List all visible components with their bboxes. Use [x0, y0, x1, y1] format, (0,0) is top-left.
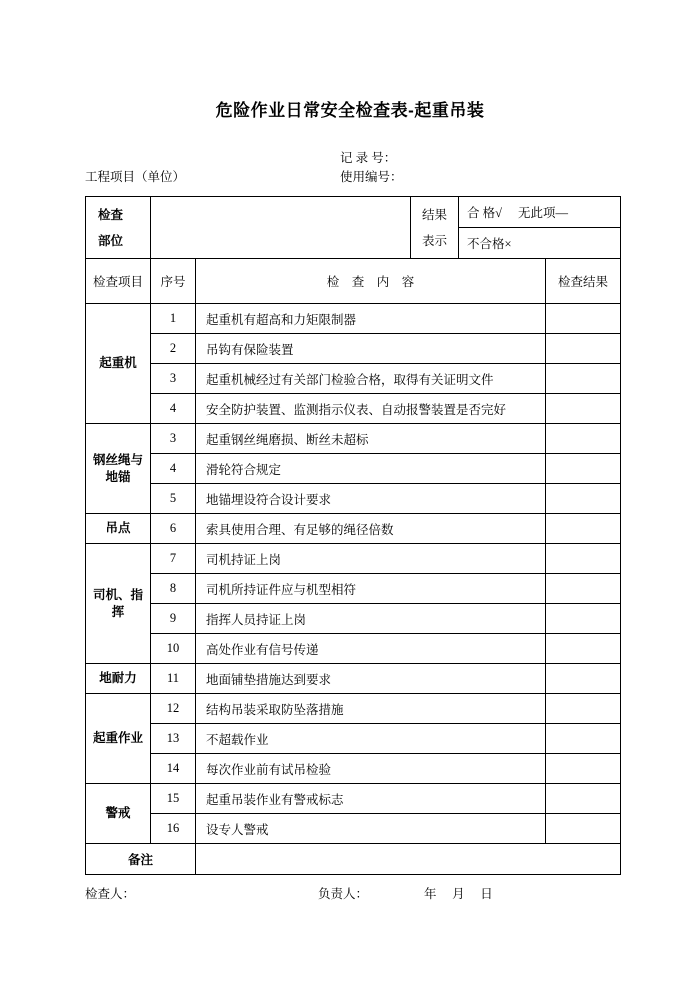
result-line2: 表示: [421, 233, 447, 248]
seq-cell: 3: [151, 424, 196, 454]
inspection-table: [85, 258, 621, 875]
manager-label: 负责人：: [318, 887, 369, 901]
seq-cell: 2: [151, 334, 196, 364]
group-label-crane: 起重机: [86, 304, 151, 424]
group-label-lifting-operation: 起重作业: [86, 694, 151, 784]
content-cell: 滑轮符合规定: [196, 454, 546, 484]
result-cell: [546, 724, 621, 754]
result-cell: [546, 694, 621, 724]
seq-cell: 5: [151, 484, 196, 514]
remarks-label: 备注: [86, 844, 196, 875]
content-cell: 设专人警戒: [196, 814, 546, 844]
content-cell: 高处作业有信号传递: [196, 634, 546, 664]
content-cell: 起重机有超高和力矩限制器: [196, 304, 546, 334]
group-label-ground-bearing: 地耐力: [86, 664, 151, 694]
result-cell: [546, 394, 621, 424]
table-row: [86, 544, 621, 574]
seq-cell: 13: [151, 724, 196, 754]
seq-cell: 3: [151, 364, 196, 394]
content-cell: 指挥人员持证上岗: [196, 604, 546, 634]
check-part-line1: 检查: [98, 207, 124, 222]
page-title: 危险作业日常安全检查表-起重吊装: [215, 101, 485, 120]
content-cell: 起重机械经过有关部门检验合格，取得有关证明文件: [196, 364, 546, 394]
date-label: 年 月 日: [424, 887, 493, 901]
table-row: [86, 694, 621, 724]
group-label-driver-commander: 司机、指挥: [86, 544, 151, 664]
result-cell: [546, 784, 621, 814]
seq-cell: 4: [151, 394, 196, 424]
col-header-content: 检 查 内 容: [196, 259, 546, 304]
content-cell: 结构吊装采取防坠落措施: [196, 694, 546, 724]
table-row: [86, 364, 621, 394]
table-row: [86, 724, 621, 754]
table-row: [86, 754, 621, 784]
content-cell: 地面铺垫措施达到要求: [196, 664, 546, 694]
table-row: [86, 394, 621, 424]
seq-cell: 10: [151, 634, 196, 664]
result-legend-table: [85, 196, 621, 259]
result-cell: [546, 604, 621, 634]
result-cell: [546, 304, 621, 334]
table-row: [86, 304, 621, 334]
col-header-result: 检查结果: [546, 259, 621, 304]
table-row: [86, 424, 621, 454]
content-cell: 起重吊装作业有警戒标志: [196, 784, 546, 814]
result-cell: [546, 664, 621, 694]
content-cell: 吊钩有保险装置: [196, 334, 546, 364]
pass-label: 合 格√: [467, 206, 502, 220]
table-row: [86, 784, 621, 814]
seq-cell: 9: [151, 604, 196, 634]
table-row: [86, 604, 621, 634]
table-row: [86, 814, 621, 844]
check-part-line2: 部位: [98, 233, 124, 248]
group-label-lifting-point: 吊点: [86, 514, 151, 544]
result-line1: 结果: [421, 207, 447, 222]
table-row: [86, 334, 621, 364]
group-label-warning: 警戒: [86, 784, 151, 844]
result-legend-pass-cell: [459, 197, 621, 228]
table-row: [86, 484, 621, 514]
seq-cell: 6: [151, 514, 196, 544]
content-cell: 每次作业前有试吊检验: [196, 754, 546, 784]
table-row: [86, 634, 621, 664]
column-header-row: [86, 259, 621, 304]
table-row: [86, 574, 621, 604]
result-cell: [546, 814, 621, 844]
content-cell: 不超载作业: [196, 724, 546, 754]
result-cell: [546, 334, 621, 364]
result-cell: [546, 484, 621, 514]
col-header-seq: 序号: [151, 259, 196, 304]
result-cell: [546, 454, 621, 484]
inspector-label: 检查人：: [85, 887, 136, 901]
content-cell: 索具使用合理、有足够的绳径倍数: [196, 514, 546, 544]
project-label: 工程项目（单位）: [85, 170, 186, 184]
col-header-item: 检查项目: [86, 259, 151, 304]
na-label: 无此项—: [518, 206, 569, 220]
table-row: [86, 454, 621, 484]
legend-row-top: [86, 197, 621, 228]
seq-cell: 16: [151, 814, 196, 844]
seq-cell: 1: [151, 304, 196, 334]
content-cell: 司机持证上岗: [196, 544, 546, 574]
content-cell: 起重钢丝绳磨损、断丝未超标: [196, 424, 546, 454]
result-indication-header: [411, 197, 459, 259]
content-cell: 安全防护装置、监测指示仪表、自动报警装置是否完好: [196, 394, 546, 424]
seq-cell: 4: [151, 454, 196, 484]
content-cell: 司机所持证件应与机型相符: [196, 574, 546, 604]
result-cell: [546, 754, 621, 784]
result-cell: [546, 544, 621, 574]
remarks-value-cell: [196, 844, 621, 875]
result-cell: [546, 514, 621, 544]
seq-cell: 15: [151, 784, 196, 814]
seq-cell: 12: [151, 694, 196, 724]
record-no-label: 记 录 号：: [340, 151, 397, 165]
check-part-header: [86, 197, 151, 259]
result-cell: [546, 424, 621, 454]
seq-cell: 7: [151, 544, 196, 574]
check-part-value-cell: [151, 197, 411, 259]
fail-label: 不合格×: [459, 228, 621, 259]
result-cell: [546, 364, 621, 394]
table-row: [86, 514, 621, 544]
table-row: [86, 664, 621, 694]
seq-cell: 11: [151, 664, 196, 694]
inspection-form: [85, 196, 620, 875]
group-label-wire-rope-anchor: 钢丝绳与地锚: [86, 424, 151, 514]
seq-cell: 8: [151, 574, 196, 604]
usage-no-label: 使用编号：: [340, 170, 403, 184]
result-cell: [546, 634, 621, 664]
seq-cell: 14: [151, 754, 196, 784]
remarks-row: [86, 844, 621, 875]
result-cell: [546, 574, 621, 604]
content-cell: 地锚埋设符合设计要求: [196, 484, 546, 514]
